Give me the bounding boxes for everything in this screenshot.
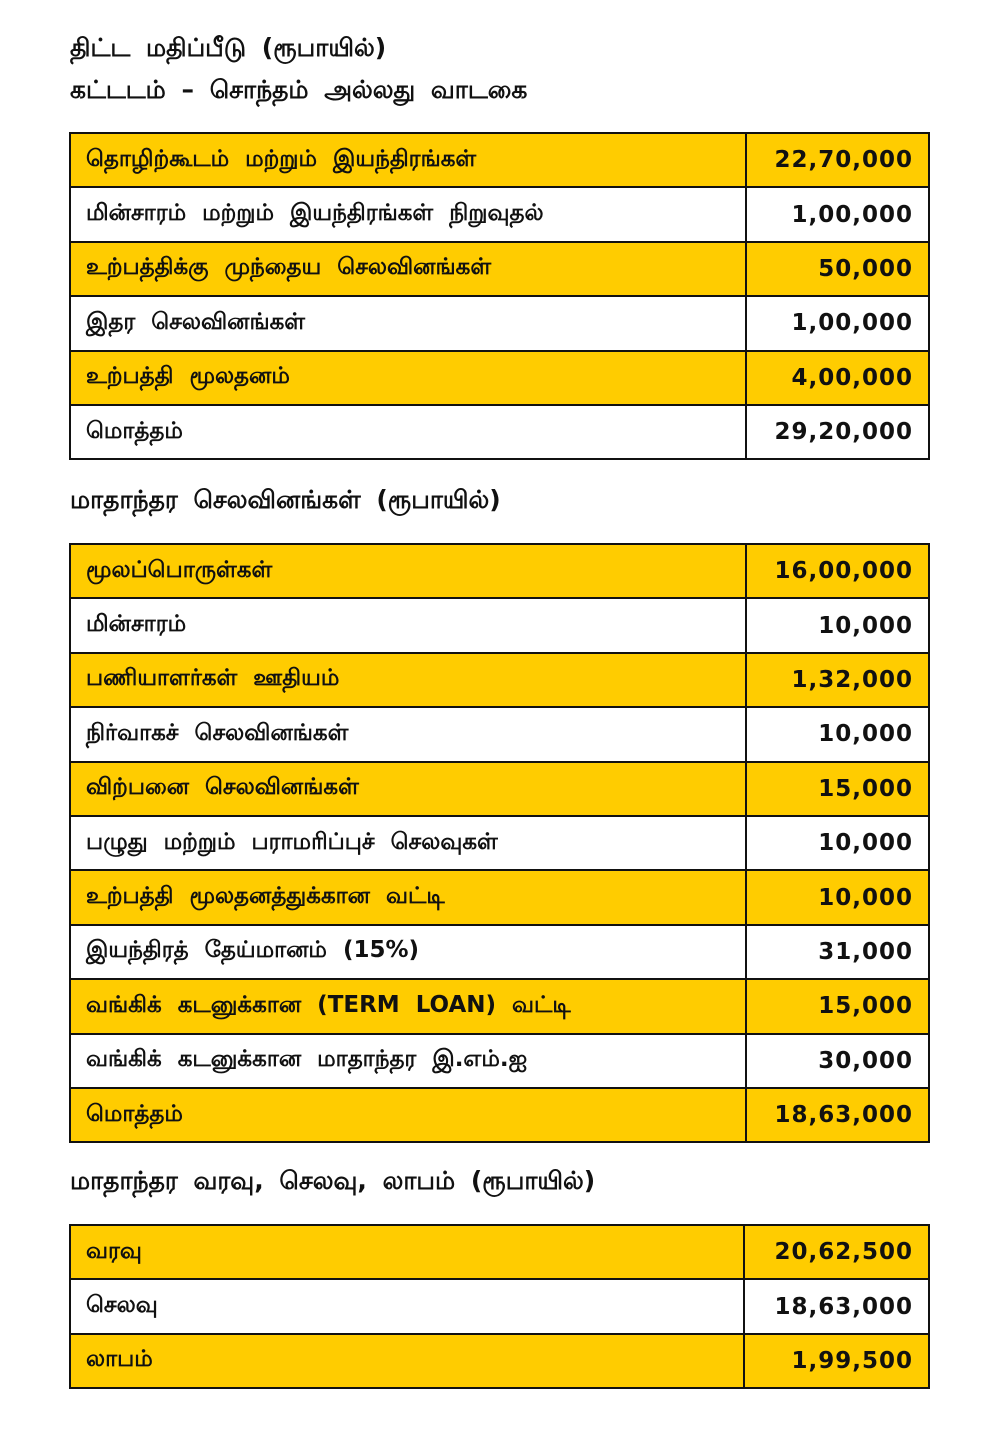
row-value: 16,00,000 — [746, 544, 929, 598]
table-row — [70, 979, 929, 1033]
row-label: உற்பத்தி மூலதனத்துக்கான வட்டி — [70, 870, 746, 924]
row-label: இதர செலவினங்கள் — [70, 296, 746, 350]
monthly-expenses-heading: மாதாந்தர செலவினங்கள் (ரூபாயில்) — [70, 485, 501, 514]
table-row — [70, 242, 929, 296]
row-label: நிர்வாகச் செலவினங்கள் — [70, 707, 746, 761]
row-value: 1,00,000 — [746, 187, 929, 241]
table-row — [70, 1279, 929, 1333]
row-value: 1,32,000 — [746, 653, 929, 707]
row-value: 18,63,000 — [744, 1279, 929, 1333]
row-value: 50,000 — [746, 242, 929, 296]
table-row — [70, 133, 929, 187]
row-label: மின்சாரம் மற்றும் இயந்திரங்கள் நிறுவுதல் — [70, 187, 746, 241]
row-value: 1,00,000 — [746, 296, 929, 350]
row-value: 1,99,500 — [744, 1334, 929, 1388]
table-row — [70, 1334, 929, 1388]
row-value: 29,20,000 — [746, 405, 929, 459]
table-row — [70, 1034, 929, 1088]
row-label: மொத்தம் — [70, 405, 746, 459]
row-value: 4,00,000 — [746, 351, 929, 405]
row-label: இயந்திரத் தேய்மானம் (15%) — [70, 925, 746, 979]
row-value: 15,000 — [746, 762, 929, 816]
total-row — [70, 1088, 929, 1142]
table-row — [70, 762, 929, 816]
row-value: 22,70,000 — [746, 133, 929, 187]
row-label: செலவு — [70, 1279, 744, 1333]
row-label: வங்கிக் கடனுக்கான (TERM LOAN) வட்டி — [70, 979, 746, 1033]
row-label: பழுது மற்றும் பராமரிப்புச் செலவுகள் — [70, 816, 746, 870]
row-value: 31,000 — [746, 925, 929, 979]
table-row — [70, 925, 929, 979]
table-row — [70, 544, 929, 598]
table-row — [70, 707, 929, 761]
table-row — [70, 351, 929, 405]
monthly-expenses-table — [69, 543, 930, 1143]
table-row — [70, 598, 929, 652]
page-title: திட்ட மதிப்பீடு (ரூபாயில்) — [70, 33, 387, 62]
row-label: வங்கிக் கடனுக்கான மாதாந்தர இ.எம்.ஐ — [70, 1034, 746, 1088]
row-label: உற்பத்தி மூலதனம் — [70, 351, 746, 405]
table-row — [70, 816, 929, 870]
row-label: பணியாளர்கள் ஊதியம் — [70, 653, 746, 707]
row-value: 10,000 — [746, 870, 929, 924]
project-estimate-table — [69, 132, 930, 460]
row-label: வரவு — [70, 1225, 744, 1279]
row-value: 10,000 — [746, 816, 929, 870]
row-label: மூலப்பொருள்கள் — [70, 544, 746, 598]
row-value: 15,000 — [746, 979, 929, 1033]
row-value: 20,62,500 — [744, 1225, 929, 1279]
row-label: மொத்தம் — [70, 1088, 746, 1142]
table-row — [70, 870, 929, 924]
table-row — [70, 296, 929, 350]
table-row — [70, 187, 929, 241]
row-label: தொழிற்கூடம் மற்றும் இயந்திரங்கள் — [70, 133, 746, 187]
monthly-summary-table — [69, 1224, 930, 1389]
row-label: விற்பனை செலவினங்கள் — [70, 762, 746, 816]
row-label: லாபம் — [70, 1334, 744, 1388]
row-value: 10,000 — [746, 707, 929, 761]
monthly-summary-heading: மாதாந்தர வரவு, செலவு, லாபம் (ரூபாயில்) — [70, 1166, 596, 1195]
total-row — [70, 405, 929, 459]
row-label: மின்சாரம் — [70, 598, 746, 652]
page-subtitle: கட்டடம் – சொந்தம் அல்லது வாடகை — [70, 75, 528, 104]
row-value: 18,63,000 — [746, 1088, 929, 1142]
row-value: 30,000 — [746, 1034, 929, 1088]
row-value: 10,000 — [746, 598, 929, 652]
row-label: உற்பத்திக்கு முந்தைய செலவினங்கள் — [70, 242, 746, 296]
table-row — [70, 653, 929, 707]
table-row — [70, 1225, 929, 1279]
